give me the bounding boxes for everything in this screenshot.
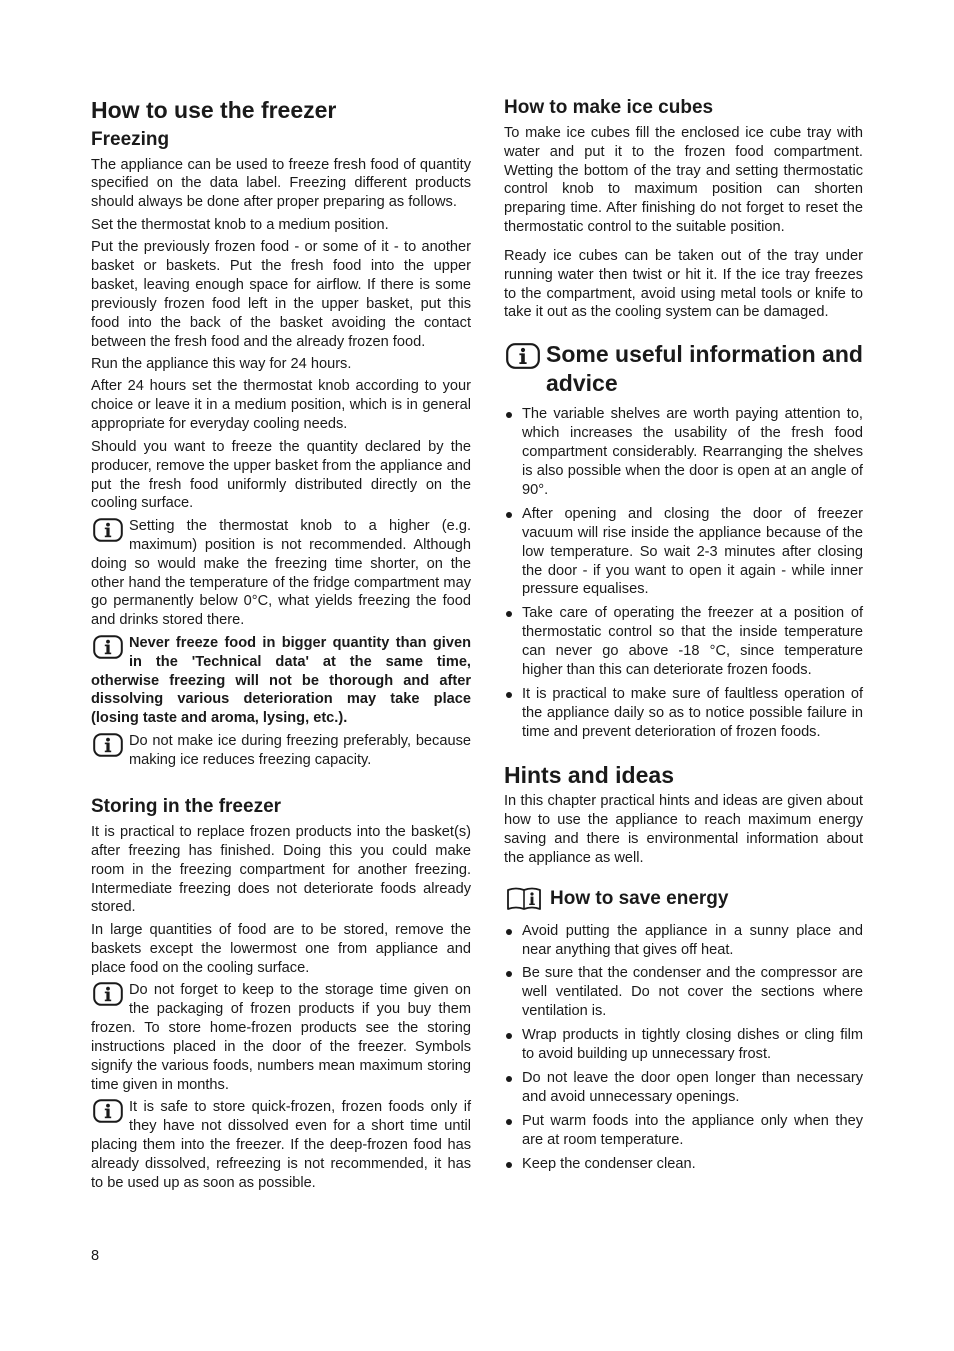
list-item: Keep the condenser clean. (504, 1155, 863, 1174)
list-item: The variable shelves are worth paying attention to, which increases the usability of the fresh food compartment considerably. Rearranging the shelves is also possible when the door is open at an angle of 90°. (504, 405, 863, 500)
info-icon (93, 518, 123, 542)
heading-hints-and-ideas: Hints and ideas (504, 761, 674, 788)
storing-paragraph-1: It is practical to replace frozen products into the basket(s) after freezing has finished. Doing this you could make room in the freezing compartment for another freezing. Intermediate freezing does not deteriorate foods already stored. (91, 823, 471, 916)
storing-paragraph-2: In large quantities of food are to be stored, remove the baskets except the lowermost one from appliance and place food on the cooling surface. (91, 921, 471, 976)
freezing-paragraph-3: Put the previously frozen food - or some of it - to another basket or baskets. Put the fresh food into the upper basket, leaving enough space for airflow. If there is some previously frozen food left in the upper basket, put this food into the back of the basket avoiding the contact between the fresh food and the already frozen food. (91, 239, 471, 350)
list-item: It is practical to make sure of faultless operation of the appliance daily so as to notice possible failure in time and prevent deterioration of frozen foods. (504, 685, 863, 742)
left-column (91, 96, 471, 1196)
list-item: Avoid putting the appliance in a sunny place and near anything that gives off heat. (504, 922, 863, 960)
info-icon (506, 343, 540, 369)
info-note-thermostat (91, 517, 471, 630)
freezing-paragraph-5: After 24 hours set the thermostat knob according to your choice or leave it in a medium position, which is in general appropriate for everyday cooling needs. (91, 378, 471, 433)
heading-ice-cubes: How to make ice cubes (504, 97, 714, 118)
list-item: Take care of operating the freezer at a position of thermostatic control so that the inside temperature can never go above -18 °C, since temperature higher than this can deteriorate frozen foods. (504, 604, 863, 680)
list-item: Do not leave the door open longer than necessary and avoid unnecessary openings. (504, 1069, 863, 1107)
info-icon (93, 982, 123, 1006)
info-note-ice (91, 732, 471, 770)
save-energy-list (504, 922, 863, 1174)
freezing-paragraph-6: Should you want to freeze the quantity declared by the producer, remove the upper basket from the appliance and put the fresh food uniformly distributed directly on the cooling surface. (91, 438, 471, 512)
note-text: Do not forget to keep to the storage time given on the packaging of frozen products if you buy them frozen. To store home-frozen products see the storing instructions placed in the door of the freezer. Symbols signify the various foods, numbers mean maximum storing time given in months. (91, 982, 471, 1093)
freezing-paragraph-4: Run the appliance this way for 24 hours. (91, 356, 352, 373)
ice-paragraph-1: To make ice cubes fill the enclosed ice cube tray with water and put it to the frozen food compartment. Wetting the bottom of the tray and setting thermostatic control knob to maximum position can shorten preparing time. After finishing do not forget to reset the thermostatic control to the suitable position. (504, 124, 863, 236)
heading-freezing: Freezing (91, 128, 170, 150)
ice-paragraph-2: Ready ice cubes can be taken out of the tray under running water then twist or hit it. If the ice tray freezes to the compartment, avoid using metal tools or knife to take it out as the cooling system can be damaged. (504, 247, 863, 321)
save-energy-heading (504, 886, 863, 912)
section-title-freezer: How to use the freezer (91, 97, 337, 123)
hints-paragraph: In this chapter practical hints and ideas are given about how to use the appliance to reach maximum energy saving and there is environmental information about the appliance as well. (504, 793, 863, 867)
info-note-quick-frozen (91, 1098, 471, 1193)
info-icon (93, 1099, 123, 1123)
freezing-paragraph-2: Set the thermostat knob to a medium position. (91, 216, 389, 233)
freezing-paragraph-1: The appliance can be used to freeze fresh food of quantity specified on the data label. Freezing different products should always be done after proper preparing as follows. (91, 156, 471, 211)
list-item: After opening and closing the door of freezer vacuum will rise inside the appliance because of the low temperature. So wait 2-3 minutes after closing the door - if you want to open it again - while inner pressure equalises. (504, 505, 863, 600)
info-icon (93, 635, 123, 659)
book-info-icon (506, 886, 542, 912)
info-note-storage-time (91, 981, 471, 1094)
note-text: It is safe to store quick-frozen, frozen foods only if they have not dissolved even for a short time until placing them into the freezer. If the deep-frozen food has already dissolved, refreezing is not recommended, it has to be used up as soon as possible. (91, 1099, 471, 1191)
useful-info-heading (504, 340, 863, 398)
note-text: Setting the thermostat knob to a higher (e.g. maximum) position is not recommended. Although doing so would make the freezing time shorter, on the other hand the temperature of the fridge compartment may go permanently below 0°C, what yields freezing the food and drinks stored there. (91, 517, 471, 629)
info-note-quantity (91, 634, 471, 729)
note-text: Never freeze food in bigger quantity than given in the 'Technical data' at the same time, otherwise freezing will not be thorough and after dissolving various deterioration may take place (losing taste and aroma, lysing, etc.). (91, 634, 471, 727)
right-column (504, 96, 863, 1178)
list-item: Wrap products in tightly closing dishes or cling film to avoid building up unnecessary frost. (504, 1026, 863, 1064)
list-item: Be sure that the condenser and the compressor are well ventilated. Do not cover the sections where ventilation is. (504, 964, 863, 1021)
info-icon (93, 733, 123, 757)
list-item: Put warm foods into the appliance only when they are at room temperature. (504, 1112, 863, 1150)
heading-useful-information: Some useful information and advice (546, 340, 863, 396)
heading-save-energy: How to save energy (550, 887, 729, 909)
page-number: 8 (91, 1248, 100, 1264)
note-text: Do not make ice during freezing preferably, because making ice reduces freezing capacity. (129, 732, 471, 768)
useful-info-list (504, 405, 863, 741)
heading-storing: Storing in the freezer (91, 796, 282, 818)
